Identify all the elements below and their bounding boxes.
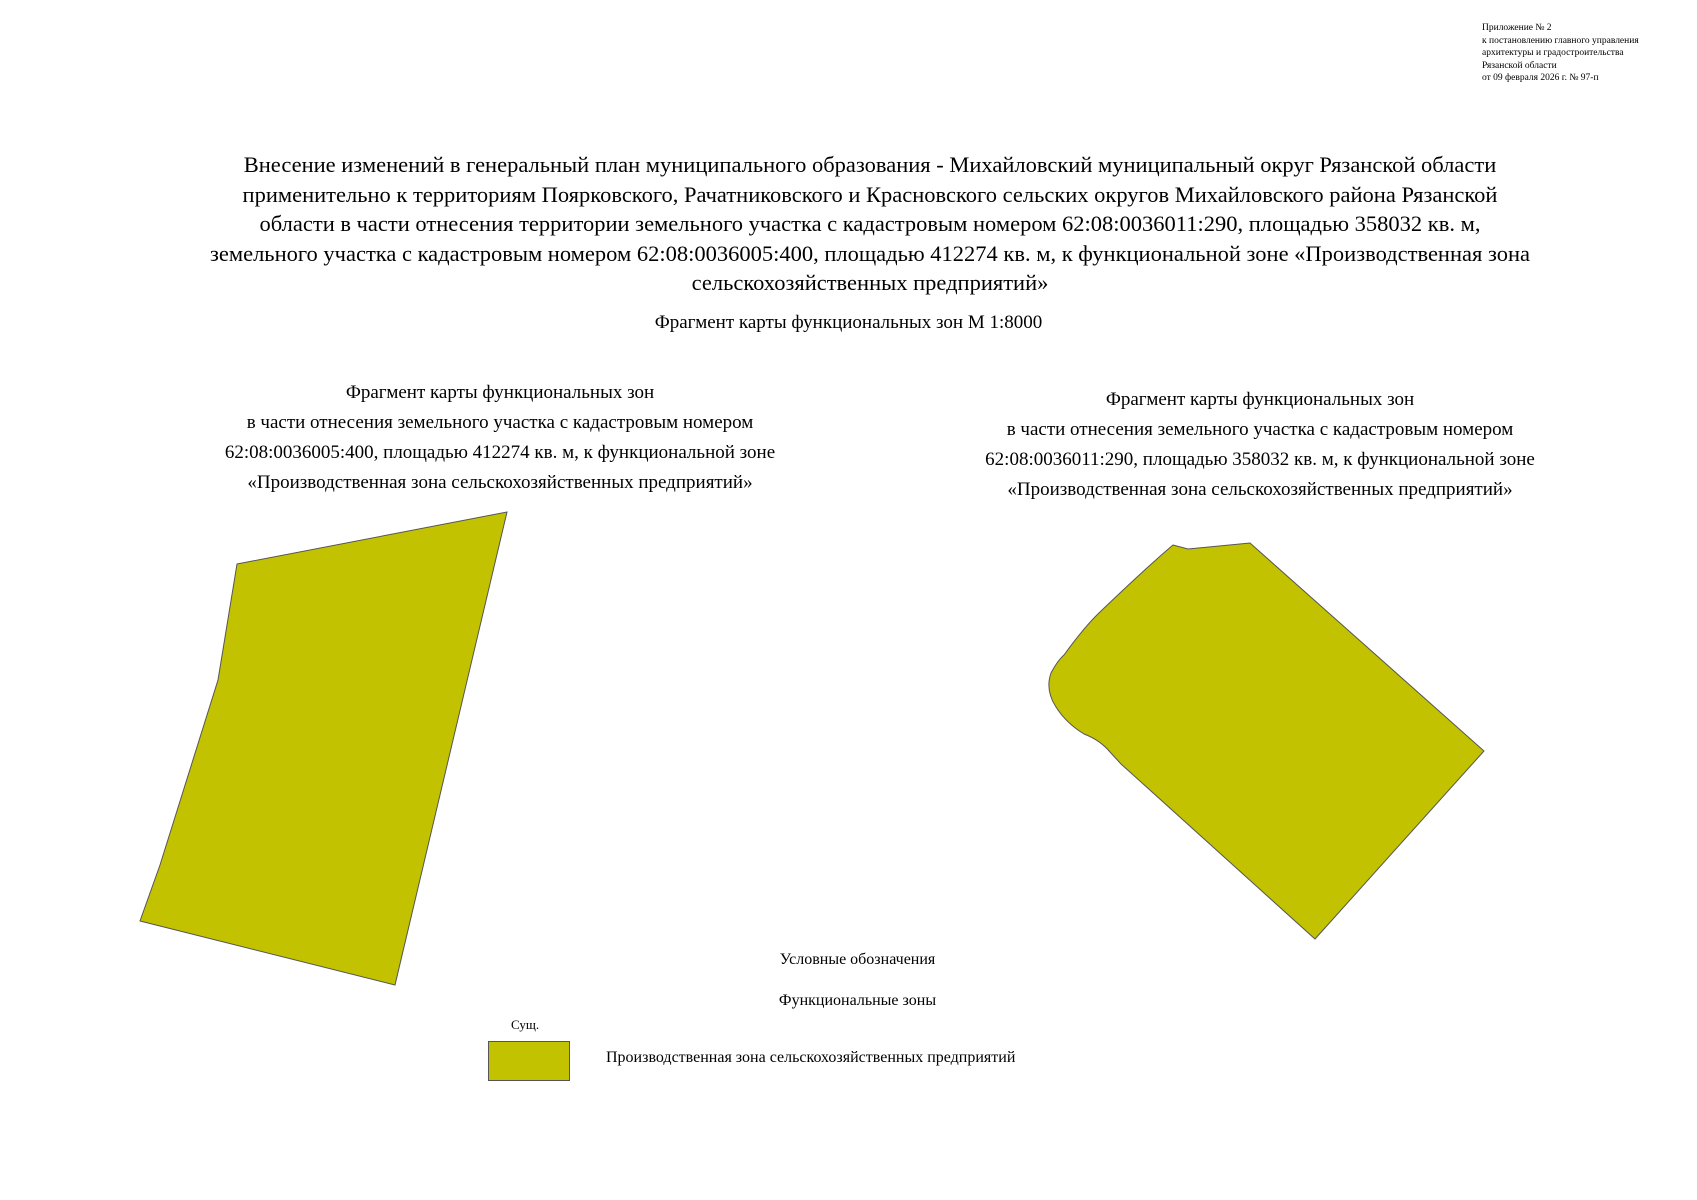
fragment-caption-line: Фрагмент карты функциональных зон (1105, 389, 1415, 410)
fragment-caption-line: в части отнесения земельного участка с кадастровым номером (1006, 419, 1514, 440)
annex-line: к постановлению главного управления (1482, 35, 1639, 46)
fragment-caption-line: в части отнесения земельного участка с кадастровым номером (246, 412, 754, 433)
title-line: применительно к территориям Поярковского, Рачатниковского и Красновского сельских округов Михайловского района Рязанской (242, 181, 1498, 207)
scale-caption: Фрагмент карты функциональных зон М 1:8000 (654, 312, 1043, 333)
legend-zone-label: Производственная зона сельскохозяйственных предприятий (606, 1049, 1016, 1066)
legend-subtitle: Функциональные зоны (778, 992, 937, 1009)
title-line: сельскохозяйственных предприятий» (691, 270, 1049, 295)
legend-zone-swatch (488, 1041, 570, 1081)
legend-status-label: Сущ. (511, 1017, 540, 1032)
annex-line: архитектуры и градостроительства (1482, 48, 1624, 58)
title-line: Внесение изменений в генеральный план муниципального образования - Михайловский муниципальный округ Рязанской области (243, 152, 1497, 177)
fragment-caption-line: «Производственная зона сельскохозяйственных предприятий» (247, 472, 753, 493)
title-line: земельного участка с кадастровым номером 62:08:0036005:400, площадью 412274 кв. м, к функциональной зоне «Производственная зона (209, 240, 1531, 266)
title-line: области в части отнесения территории земельного участка с кадастровым номером 62:08:0036011:290, площадью 358032 кв. м, (259, 211, 1481, 236)
parcel-62-08-0036011-290 (1049, 543, 1484, 939)
annex-line: Приложение № 2 (1482, 23, 1552, 33)
annex-line: Рязанской области (1482, 60, 1557, 71)
fragment-caption-line: 62:08:0036005:400, площадью 412274 кв. м, к функциональной зоне (224, 442, 776, 463)
fragment-caption-line: Фрагмент карты функциональных зон (345, 382, 655, 403)
fragment-caption-line: 62:08:0036011:290, площадью 358032 кв. м, к функциональной зоне (985, 449, 1535, 470)
parcel-62-08-0036005-400 (140, 512, 507, 985)
fragment-caption-line: «Производственная зона сельскохозяйственных предприятий» (1007, 479, 1513, 500)
annex-line: от 09 февраля 2026 г. № 97-п (1482, 73, 1599, 83)
legend-title: Условные обозначения (779, 951, 936, 968)
